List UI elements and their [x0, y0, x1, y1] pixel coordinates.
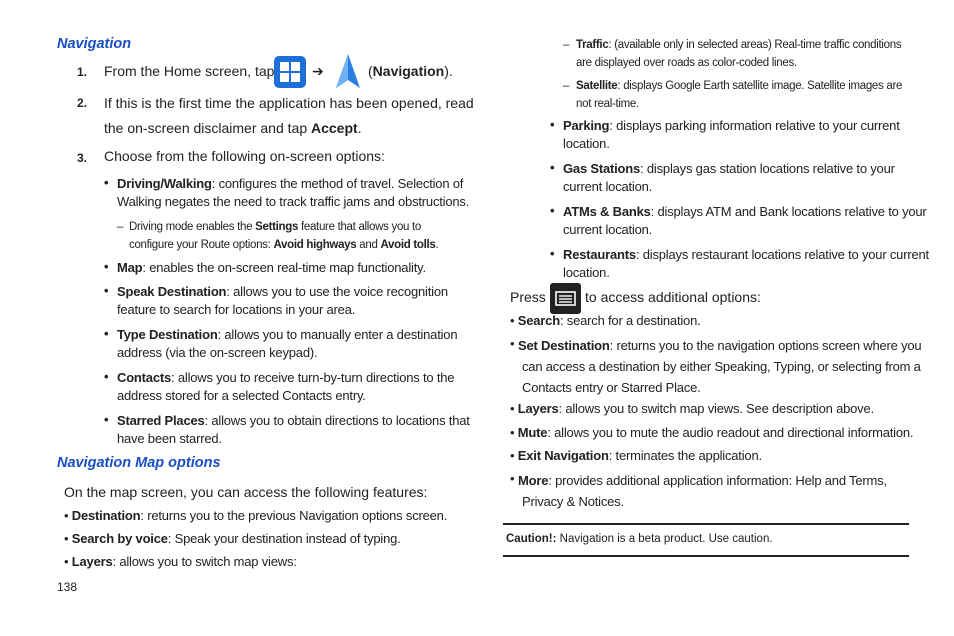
- paren-close: ).: [444, 63, 453, 79]
- option-title: Exit Navigation: [517, 448, 609, 463]
- feature-line2: location.: [563, 136, 610, 151]
- feature-search-by-voice: [64, 530, 401, 548]
- layer-line2: are displayed over roads as color-coded lines.: [576, 57, 797, 69]
- option-driving-walking: [117, 175, 469, 211]
- layer-traffic: [576, 36, 901, 72]
- feature-title: Parking: [563, 118, 610, 133]
- bullet: •: [550, 160, 555, 175]
- step-number: 2.: [77, 96, 88, 110]
- option-line1: : allows you to manually enter a destination: [217, 327, 458, 342]
- feature-line1: : displays ATM and Bank locations relative to your: [650, 204, 927, 219]
- feature-text: : allows you to switch map views:: [112, 554, 297, 569]
- option-line2: address stored for a selected Contacts entry.: [117, 388, 366, 403]
- feature-text: : returns you to the previous Navigation options screen.: [140, 508, 448, 523]
- bullet: •: [510, 448, 515, 463]
- option-line1: : provides additional application information: Help and Terms,: [548, 473, 887, 488]
- option-title: More: [518, 473, 549, 488]
- arrow-icon: ➔: [312, 63, 324, 79]
- option-title: Starred Places: [117, 413, 205, 428]
- option-title: Contacts: [117, 370, 172, 385]
- note-and: and: [356, 239, 381, 251]
- step-number: 1.: [77, 65, 88, 79]
- caution-label: Caution!:: [506, 533, 557, 545]
- step-2-line1: If this is the first time the application has been opened, read: [104, 95, 474, 111]
- option-line1: : allows you to switch map views. See description above.: [558, 401, 874, 416]
- option-title: Mute: [517, 425, 548, 440]
- menu-option-search: [510, 312, 701, 330]
- bullet: •: [104, 283, 109, 298]
- option-line1: : enables the on-screen real-time map functionality.: [142, 260, 426, 275]
- bullet: •: [64, 508, 69, 523]
- menu-option-set-destination: [518, 335, 921, 398]
- feature-line2: current location.: [563, 179, 653, 194]
- navigation-label: Navigation: [372, 63, 445, 79]
- feature-text: : Speak your destination instead of typing.: [167, 531, 401, 546]
- bullet: •: [510, 425, 515, 440]
- note-pre: Driving mode enables the: [129, 221, 256, 233]
- option-line3: Contacts entry or Starred Place.: [522, 380, 701, 395]
- feature-title: Layers: [71, 554, 113, 569]
- step-1-text: From the Home screen, tap: [104, 63, 275, 79]
- sub-dash: –: [563, 80, 570, 92]
- option-line1: : search for a destination.: [559, 313, 701, 328]
- bullet: •: [550, 246, 555, 261]
- menu-option-bullet: •: [510, 471, 515, 486]
- caution-note: [506, 533, 773, 545]
- option-line1: : allows you to use the voice recognition: [226, 284, 448, 299]
- menu-option-layers: [510, 400, 874, 418]
- navigation-app-icon: [336, 54, 360, 88]
- step-2-line2-post: .: [357, 120, 362, 136]
- step-2-line2-pre: the on-screen disclaimer and tap: [104, 120, 311, 136]
- option-title: Map: [117, 260, 143, 275]
- bullet: •: [104, 412, 109, 427]
- menu-option-bullet: •: [510, 336, 515, 351]
- option-line1: : terminates the application.: [608, 448, 762, 463]
- feature-layers: [64, 553, 297, 571]
- feature-title: Search by voice: [71, 531, 168, 546]
- paren-open: (: [368, 63, 373, 79]
- note-line2-pre: configure your Route options:: [129, 239, 274, 251]
- step-1-target: [368, 61, 453, 82]
- step-3: Choose from the following on-screen options:: [104, 148, 385, 164]
- step-2-line2: [104, 116, 474, 141]
- apps-icon: [274, 56, 306, 88]
- layer-line1: : displays Google Earth satellite image. Satellite images are: [617, 80, 903, 92]
- option-line2: Privacy & Notices.: [522, 494, 624, 509]
- option-title: Type Destination: [117, 327, 218, 342]
- bullet: •: [550, 203, 555, 218]
- caution-bottom-rule: [503, 555, 909, 557]
- option-starred-places: [117, 412, 470, 448]
- settings-label: Settings: [255, 221, 299, 233]
- option-line1: : allows you to mute the audio readout and directional information.: [547, 425, 914, 440]
- feature-destination: [64, 507, 447, 525]
- layer-satellite: [576, 77, 902, 113]
- option-line2: have been starred.: [117, 431, 222, 446]
- layer-title: Traffic: [576, 39, 609, 51]
- feature-line1: : displays parking information relative to your current: [609, 118, 900, 133]
- bullet: •: [104, 175, 109, 190]
- bullet: •: [510, 401, 515, 416]
- option-title: Driving/Walking: [117, 176, 212, 191]
- option-line1: : allows you to obtain directions to locations that: [204, 413, 470, 428]
- driving-sub-dash: –: [117, 221, 124, 233]
- option-line1: : configures the method of travel. Selection of: [211, 176, 464, 191]
- option-type-destination: [117, 326, 457, 362]
- bullet: •: [510, 313, 515, 328]
- option-title: Set Destination: [518, 338, 610, 353]
- bullet: •: [550, 117, 555, 132]
- bullet: •: [104, 326, 109, 341]
- layer-line1: : (available only in selected areas) Real-time traffic conditions: [608, 39, 902, 51]
- note-end: .: [435, 239, 439, 251]
- sub-dash: –: [563, 39, 570, 51]
- section-heading-navigation: Navigation: [57, 36, 132, 52]
- option-title: Layers: [517, 401, 559, 416]
- feature-line1: : displays gas station locations relative to your: [640, 161, 895, 176]
- option-map: [117, 259, 426, 277]
- feature-gas-stations: [563, 160, 895, 196]
- step-number: 3.: [77, 151, 88, 165]
- option-line2: Walking negates the need to track traffic jams and obstructions.: [117, 194, 470, 209]
- option-line2: can access a destination by either Speaking, Typing, or selecting from a: [522, 359, 921, 374]
- feature-title: Restaurants: [563, 247, 636, 262]
- option-line1: : returns you to the navigation options screen where you: [609, 338, 922, 353]
- layer-line2: not real-time.: [576, 98, 639, 110]
- feature-restaurants: [563, 246, 929, 282]
- avoid-highways-label: Avoid highways: [273, 239, 357, 251]
- option-line2: address (via the on-screen keypad).: [117, 345, 318, 360]
- feature-line1: : displays restaurant locations relative to your current: [635, 247, 929, 262]
- page-number: 138: [57, 580, 78, 594]
- layer-title: Satellite: [576, 80, 618, 92]
- section-heading-map-options: Navigation Map options: [57, 455, 221, 471]
- feature-title: ATMs & Banks: [563, 204, 651, 219]
- feature-line2: current location.: [563, 222, 653, 237]
- option-title: Search: [517, 313, 560, 328]
- feature-atms-banks: [563, 203, 927, 239]
- note-mid: feature that allows you to: [298, 221, 422, 233]
- menu-option-exit-navigation: [510, 447, 762, 465]
- menu-option-more: [518, 470, 887, 512]
- step-1: [104, 61, 274, 82]
- option-title: Speak Destination: [117, 284, 227, 299]
- caution-top-rule: [503, 523, 909, 525]
- menu-key-icon: [550, 283, 581, 314]
- driving-mode-note: [129, 218, 438, 254]
- menu-option-mute: [510, 424, 913, 442]
- option-contacts: [117, 369, 454, 405]
- bullet: •: [104, 259, 109, 274]
- feature-parking: [563, 117, 900, 153]
- caution-text: Navigation is a beta product. Use caution.: [556, 533, 773, 545]
- press-instruction: to access additional options:: [585, 289, 761, 305]
- avoid-tolls-label: Avoid tolls: [380, 239, 436, 251]
- option-line1: : allows you to receive turn-by-turn directions to the: [171, 370, 455, 385]
- feature-title: Destination: [71, 508, 141, 523]
- option-speak-destination: [117, 283, 448, 319]
- bullet: •: [64, 554, 69, 569]
- accept-label: Accept: [311, 120, 358, 136]
- option-line2: feature to search for locations in your area.: [117, 302, 356, 317]
- bullet: •: [64, 531, 69, 546]
- map-options-intro: On the map screen, you can access the following features:: [64, 484, 428, 500]
- feature-line2: location.: [563, 265, 610, 280]
- press-label: Press: [510, 289, 546, 305]
- feature-title: Gas Stations: [563, 161, 641, 176]
- step-2: [104, 91, 474, 141]
- bullet: •: [104, 369, 109, 384]
